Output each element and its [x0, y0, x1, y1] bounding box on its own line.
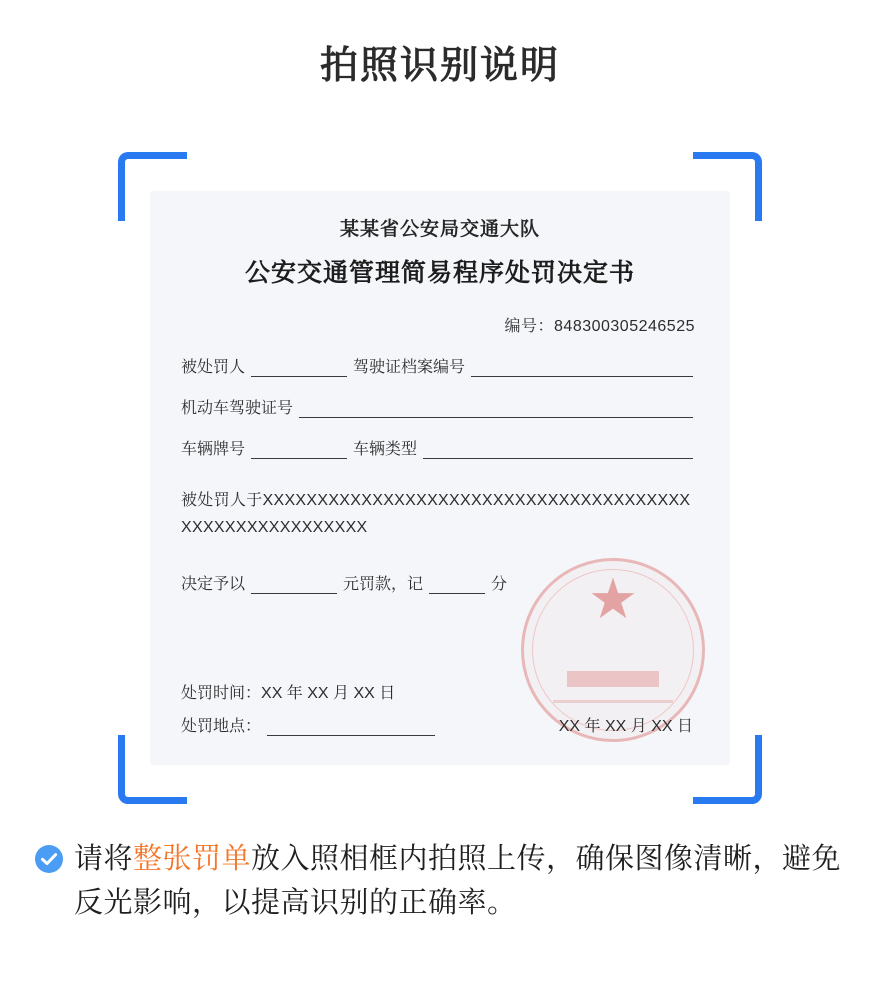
punished-person-label: 被处罚人 — [181, 359, 246, 376]
field-row-vehicle — [181, 436, 699, 459]
decision-middle-label: 元罚款，记 — [343, 576, 424, 594]
driver-license-no-label: 机动车驾驶证号 — [181, 400, 294, 417]
tip-text-after: 放入照相框内拍照上传，确保图像清晰，避免反光影响，以提高识别的正确率。 — [74, 843, 842, 919]
license-file-no-label: 驾驶证档案编号 — [353, 359, 466, 376]
ticket-org: 某某省公安局交通大队 — [339, 219, 540, 240]
ticket-serial-label: 编号： — [504, 318, 555, 335]
tip-text-before: 请将 — [74, 843, 134, 875]
ticket-footer — [181, 680, 699, 736]
penalty-place-label: 处罚地点： — [181, 718, 262, 736]
penalty-time-value: XX 年 XX 月 XX 日 — [261, 685, 396, 703]
ticket-serial-value: 848300305246525 — [554, 318, 695, 335]
ticket-document-preview — [151, 192, 729, 764]
tip-banner — [34, 838, 846, 925]
vehicle-type-blank — [423, 443, 693, 459]
field-row-driver-license-no — [181, 395, 699, 418]
check-circle-icon — [34, 844, 64, 874]
ticket-serial — [181, 313, 699, 336]
field-row-decision — [181, 571, 699, 594]
demerit-points-blank — [429, 578, 485, 594]
field-row-penalty-time — [181, 680, 699, 703]
fine-amount-blank — [251, 578, 337, 594]
punished-person-blank — [251, 361, 347, 377]
decision-suffix-label: 分 — [491, 576, 508, 594]
driver-license-no-blank — [299, 402, 693, 418]
decision-prefix-label: 决定予以 — [181, 576, 246, 594]
plate-no-blank — [251, 443, 347, 459]
penalty-place-blank — [267, 720, 435, 736]
page-title: 拍照识别说明 — [319, 45, 560, 87]
tip-highlight: 整张罚单 — [133, 843, 252, 875]
license-file-no-blank — [471, 361, 693, 377]
sign-date-value: XX 年 XX 月 XX 日 — [558, 718, 693, 736]
field-row-punished-person — [181, 354, 699, 377]
ticket-body-text: 被处罚人于XXXXXXXXXXXXXXXXXXXXXXXXXXXXXXXXXXXXXXXXXXXXXXXXXXXXXXXX — [181, 492, 691, 537]
scan-frame — [118, 152, 762, 804]
tip-text — [74, 838, 846, 925]
field-row-penalty-place — [181, 713, 699, 736]
plate-no-label: 车辆牌号 — [181, 441, 246, 458]
official-seal-icon: ★ — [521, 558, 705, 742]
penalty-time-label: 处罚时间： — [181, 685, 262, 703]
vehicle-type-label: 车辆类型 — [353, 441, 418, 458]
ticket-heading: 公安交通管理简易程序处罚决定书 — [244, 259, 635, 287]
